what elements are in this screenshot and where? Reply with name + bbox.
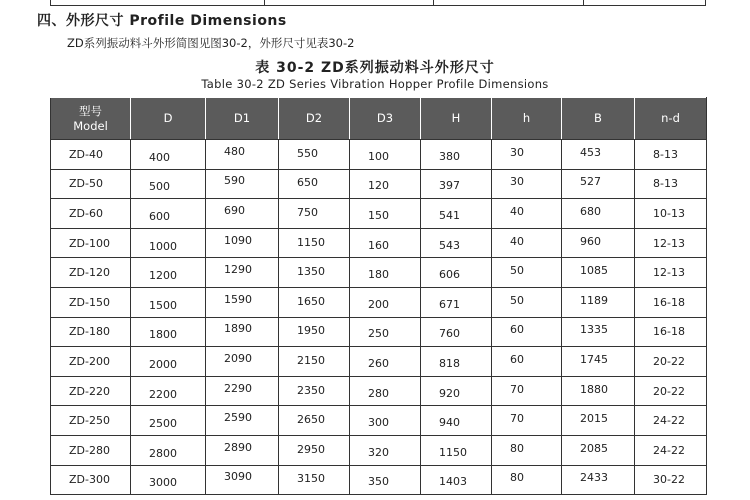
cell-n-d — [635, 199, 707, 229]
cell-value: 1880 — [580, 382, 608, 396]
cell-model — [51, 140, 131, 170]
cell-n-d — [635, 347, 707, 377]
cell-n-d — [635, 376, 707, 406]
cell-value: 30-22 — [653, 473, 685, 487]
cell-value: 350 — [368, 475, 389, 489]
cell-value: 500 — [149, 180, 170, 194]
cell-value: 60 — [510, 352, 524, 366]
cell-d — [131, 199, 206, 229]
header-cell-n-d: n-d — [635, 98, 707, 140]
cell-h-upper — [421, 376, 492, 406]
cell-value: 50 — [510, 264, 524, 278]
cell-d — [131, 317, 206, 347]
table-row — [51, 435, 707, 465]
cell-value: 400 — [149, 150, 170, 164]
cell-d1 — [206, 169, 279, 199]
cell-b — [562, 287, 635, 317]
cell-h-lower — [492, 228, 562, 258]
cell-model — [51, 199, 131, 229]
cell-model — [51, 465, 131, 495]
cell-d1 — [206, 435, 279, 465]
cell-d3 — [350, 140, 421, 170]
cell-value: 30 — [510, 175, 524, 189]
cell-value: 1150 — [297, 235, 325, 249]
cell-d2 — [279, 140, 350, 170]
cell-value: 3090 — [224, 470, 252, 484]
cell-value: 543 — [439, 238, 460, 252]
cell-n-d — [635, 228, 707, 258]
cell-model — [51, 228, 131, 258]
cell-value: 1403 — [439, 475, 467, 489]
table-row — [51, 228, 707, 258]
cell-d1 — [206, 199, 279, 229]
cell-value: 100 — [368, 149, 389, 163]
cell-b — [562, 169, 635, 199]
cell-value: 680 — [580, 204, 601, 218]
cell-value: 12-13 — [653, 236, 685, 250]
cell-value: 1590 — [224, 292, 252, 306]
cell-value: 60 — [510, 323, 524, 337]
cell-d2 — [279, 287, 350, 317]
cell-b — [562, 406, 635, 436]
cell-value: ZD-200 — [69, 354, 110, 368]
cell-value: 1650 — [297, 294, 325, 308]
cell-b — [562, 347, 635, 377]
table-row — [51, 376, 707, 406]
cell-d1 — [206, 406, 279, 436]
cell-value: 260 — [368, 356, 389, 370]
cell-h-lower — [492, 317, 562, 347]
cell-d3 — [350, 199, 421, 229]
section-note: ZD系列振动料斗外形简图见图30-2，外形尺寸见表30-2 — [67, 36, 355, 50]
cell-value: 1950 — [297, 324, 325, 338]
cell-value: 671 — [439, 297, 460, 311]
cell-value: 80 — [510, 441, 524, 455]
cell-d — [131, 376, 206, 406]
cell-value: 1090 — [224, 233, 252, 247]
table-row — [51, 258, 707, 288]
cell-model — [51, 376, 131, 406]
cell-d — [131, 258, 206, 288]
cell-value: 320 — [368, 445, 389, 459]
cell-value: ZD-280 — [69, 443, 110, 457]
cell-h-lower — [492, 140, 562, 170]
previous-table-bottom-edge — [50, 0, 706, 6]
header-cell-d: D — [131, 98, 206, 140]
cell-b — [562, 140, 635, 170]
cell-d — [131, 347, 206, 377]
cell-n-d — [635, 406, 707, 436]
cell-value: 818 — [439, 356, 460, 370]
cell-d1 — [206, 287, 279, 317]
cell-h-lower — [492, 376, 562, 406]
cell-model — [51, 435, 131, 465]
cell-value: 940 — [439, 416, 460, 430]
cell-value: 40 — [510, 234, 524, 248]
cell-value: 1350 — [297, 265, 325, 279]
cell-h-lower — [492, 435, 562, 465]
cell-h-lower — [492, 258, 562, 288]
header-model-en: Model — [73, 118, 108, 133]
cell-d1 — [206, 258, 279, 288]
cell-value: 10-13 — [653, 206, 685, 220]
cell-value: 150 — [368, 208, 389, 222]
cell-value: 2800 — [149, 446, 177, 460]
header-cell-d2: D2 — [279, 98, 350, 140]
table-divider — [264, 0, 265, 6]
cell-value: 250 — [368, 327, 389, 341]
cell-d2 — [279, 406, 350, 436]
cell-value: 606 — [439, 268, 460, 282]
dimensions-table — [50, 97, 707, 495]
cell-d3 — [350, 258, 421, 288]
cell-d — [131, 140, 206, 170]
cell-model — [51, 287, 131, 317]
cell-h-lower — [492, 287, 562, 317]
cell-value: 1150 — [439, 445, 467, 459]
cell-n-d — [635, 287, 707, 317]
cell-value: 16-18 — [653, 325, 685, 339]
table-row — [51, 199, 707, 229]
cell-d1 — [206, 317, 279, 347]
cell-value: ZD-100 — [69, 236, 110, 250]
cell-h-lower — [492, 347, 562, 377]
cell-value: 650 — [297, 176, 318, 190]
cell-value: 50 — [510, 293, 524, 307]
cell-value: 280 — [368, 386, 389, 400]
cell-d3 — [350, 347, 421, 377]
cell-d3 — [350, 317, 421, 347]
cell-b — [562, 199, 635, 229]
cell-d1 — [206, 465, 279, 495]
cell-value: 12-13 — [653, 266, 685, 280]
header-model-cn: 型号 — [79, 103, 102, 118]
cell-d — [131, 169, 206, 199]
cell-value: ZD-60 — [69, 206, 103, 220]
cell-value: ZD-150 — [69, 295, 110, 309]
cell-b — [562, 317, 635, 347]
cell-value: 1189 — [580, 293, 608, 307]
cell-b — [562, 465, 635, 495]
cell-value: 1085 — [580, 264, 608, 278]
cell-value: 960 — [580, 234, 601, 248]
cell-h-upper — [421, 317, 492, 347]
cell-value: ZD-40 — [69, 147, 103, 161]
cell-value: 1335 — [580, 323, 608, 337]
cell-model — [51, 347, 131, 377]
table-divider — [583, 0, 584, 6]
cell-d3 — [350, 406, 421, 436]
cell-value: 527 — [580, 175, 601, 189]
header-cell-h-lower: h — [492, 98, 562, 140]
cell-d2 — [279, 199, 350, 229]
cell-value: 1890 — [224, 322, 252, 336]
cell-value: 2650 — [297, 413, 325, 427]
header-cell-model — [51, 98, 131, 140]
cell-d2 — [279, 317, 350, 347]
cell-h-upper — [421, 258, 492, 288]
cell-value: 160 — [368, 238, 389, 252]
cell-h-lower — [492, 169, 562, 199]
cell-h-lower — [492, 465, 562, 495]
cell-d1 — [206, 140, 279, 170]
cell-model — [51, 258, 131, 288]
cell-b — [562, 258, 635, 288]
table-row — [51, 347, 707, 377]
cell-value: 2350 — [297, 383, 325, 397]
cell-value: 550 — [297, 146, 318, 160]
cell-value: 397 — [439, 179, 460, 193]
cell-d2 — [279, 258, 350, 288]
cell-value: 180 — [368, 268, 389, 282]
cell-d2 — [279, 376, 350, 406]
cell-value: 300 — [368, 416, 389, 430]
cell-d — [131, 465, 206, 495]
cell-value: 3000 — [149, 476, 177, 490]
cell-value: 2500 — [149, 417, 177, 431]
cell-value: 120 — [368, 179, 389, 193]
cell-value: 1800 — [149, 328, 177, 342]
cell-n-d — [635, 169, 707, 199]
cell-model — [51, 317, 131, 347]
table-row — [51, 465, 707, 495]
cell-d3 — [350, 169, 421, 199]
header-cell-b: B — [562, 98, 635, 140]
cell-d — [131, 435, 206, 465]
cell-value: ZD-120 — [69, 266, 110, 280]
cell-h-upper — [421, 169, 492, 199]
cell-value: 70 — [510, 412, 524, 426]
cell-value: 590 — [224, 174, 245, 188]
cell-value: ZD-300 — [69, 473, 110, 487]
cell-d1 — [206, 228, 279, 258]
table-divider — [433, 0, 434, 6]
cell-value: 541 — [439, 208, 460, 222]
cell-model — [51, 169, 131, 199]
cell-value: 16-18 — [653, 295, 685, 309]
cell-d1 — [206, 347, 279, 377]
cell-value: 600 — [149, 209, 170, 223]
cell-value: 30 — [510, 145, 524, 159]
cell-value: 2290 — [224, 381, 252, 395]
cell-n-d — [635, 435, 707, 465]
cell-value: 380 — [439, 149, 460, 163]
cell-d3 — [350, 287, 421, 317]
cell-value: 2150 — [297, 353, 325, 367]
cell-value: 2890 — [224, 440, 252, 454]
cell-n-d — [635, 258, 707, 288]
table-row — [51, 169, 707, 199]
table-body — [51, 140, 707, 495]
cell-h-upper — [421, 199, 492, 229]
cell-d3 — [350, 465, 421, 495]
cell-d2 — [279, 465, 350, 495]
cell-d3 — [350, 435, 421, 465]
table-subtitle: Table 30-2 ZD Series Vibration Hopper Profile Dimensions — [201, 77, 549, 91]
cell-d2 — [279, 347, 350, 377]
cell-h-lower — [492, 199, 562, 229]
cell-value: 1200 — [149, 269, 177, 283]
cell-value: 1745 — [580, 352, 608, 366]
cell-n-d — [635, 140, 707, 170]
cell-value: 24-22 — [653, 414, 685, 428]
table-row — [51, 287, 707, 317]
cell-d — [131, 406, 206, 436]
cell-value: 760 — [439, 327, 460, 341]
table-title: 表 30-2 ZD系列振动料斗外形尺寸 — [255, 60, 495, 76]
cell-h-lower — [492, 406, 562, 436]
cell-value: 2950 — [297, 442, 325, 456]
cell-value: ZD-180 — [69, 325, 110, 339]
table-row — [51, 317, 707, 347]
cell-value: 3150 — [297, 472, 325, 486]
cell-h-upper — [421, 140, 492, 170]
cell-value: 2015 — [580, 412, 608, 426]
cell-value: 2090 — [224, 351, 252, 365]
cell-value: 70 — [510, 382, 524, 396]
cell-value: ZD-50 — [69, 177, 103, 191]
cell-value: 920 — [439, 386, 460, 400]
cell-value: 480 — [224, 144, 245, 158]
cell-value: 690 — [224, 203, 245, 217]
cell-value: 200 — [368, 297, 389, 311]
cell-value: 80 — [510, 471, 524, 485]
cell-n-d — [635, 465, 707, 495]
cell-value: 24-22 — [653, 443, 685, 457]
cell-h-upper — [421, 435, 492, 465]
cell-d2 — [279, 228, 350, 258]
table-row — [51, 406, 707, 436]
header-cell-h-upper: H — [421, 98, 492, 140]
cell-value: 2000 — [149, 357, 177, 371]
cell-value: 8-13 — [653, 147, 678, 161]
cell-h-upper — [421, 228, 492, 258]
cell-value: 8-13 — [653, 177, 678, 191]
cell-value: 1290 — [224, 263, 252, 277]
cell-value: 1000 — [149, 239, 177, 253]
header-cell-d3: D3 — [350, 98, 421, 140]
cell-n-d — [635, 317, 707, 347]
cell-h-upper — [421, 347, 492, 377]
cell-d — [131, 287, 206, 317]
cell-b — [562, 376, 635, 406]
cell-value: ZD-220 — [69, 384, 110, 398]
table-header-row — [51, 98, 707, 140]
cell-h-upper — [421, 465, 492, 495]
cell-value: 20-22 — [653, 354, 685, 368]
cell-value: ZD-250 — [69, 414, 110, 428]
cell-value: 2590 — [224, 411, 252, 425]
cell-value: 40 — [510, 204, 524, 218]
cell-value: 1500 — [149, 298, 177, 312]
header-cell-d1: D1 — [206, 98, 279, 140]
cell-d1 — [206, 376, 279, 406]
cell-value: 2433 — [580, 471, 608, 485]
cell-value: 750 — [297, 205, 318, 219]
cell-h-upper — [421, 406, 492, 436]
cell-model — [51, 406, 131, 436]
cell-d — [131, 228, 206, 258]
cell-b — [562, 435, 635, 465]
cell-d2 — [279, 435, 350, 465]
cell-d3 — [350, 376, 421, 406]
cell-d2 — [279, 169, 350, 199]
table-row — [51, 140, 707, 170]
cell-value: 2200 — [149, 387, 177, 401]
section-heading: 四、外形尺寸 Profile Dimensions — [37, 13, 287, 29]
cell-h-upper — [421, 287, 492, 317]
cell-d3 — [350, 228, 421, 258]
cell-value: 453 — [580, 145, 601, 159]
cell-b — [562, 228, 635, 258]
cell-value: 2085 — [580, 441, 608, 455]
cell-value: 20-22 — [653, 384, 685, 398]
